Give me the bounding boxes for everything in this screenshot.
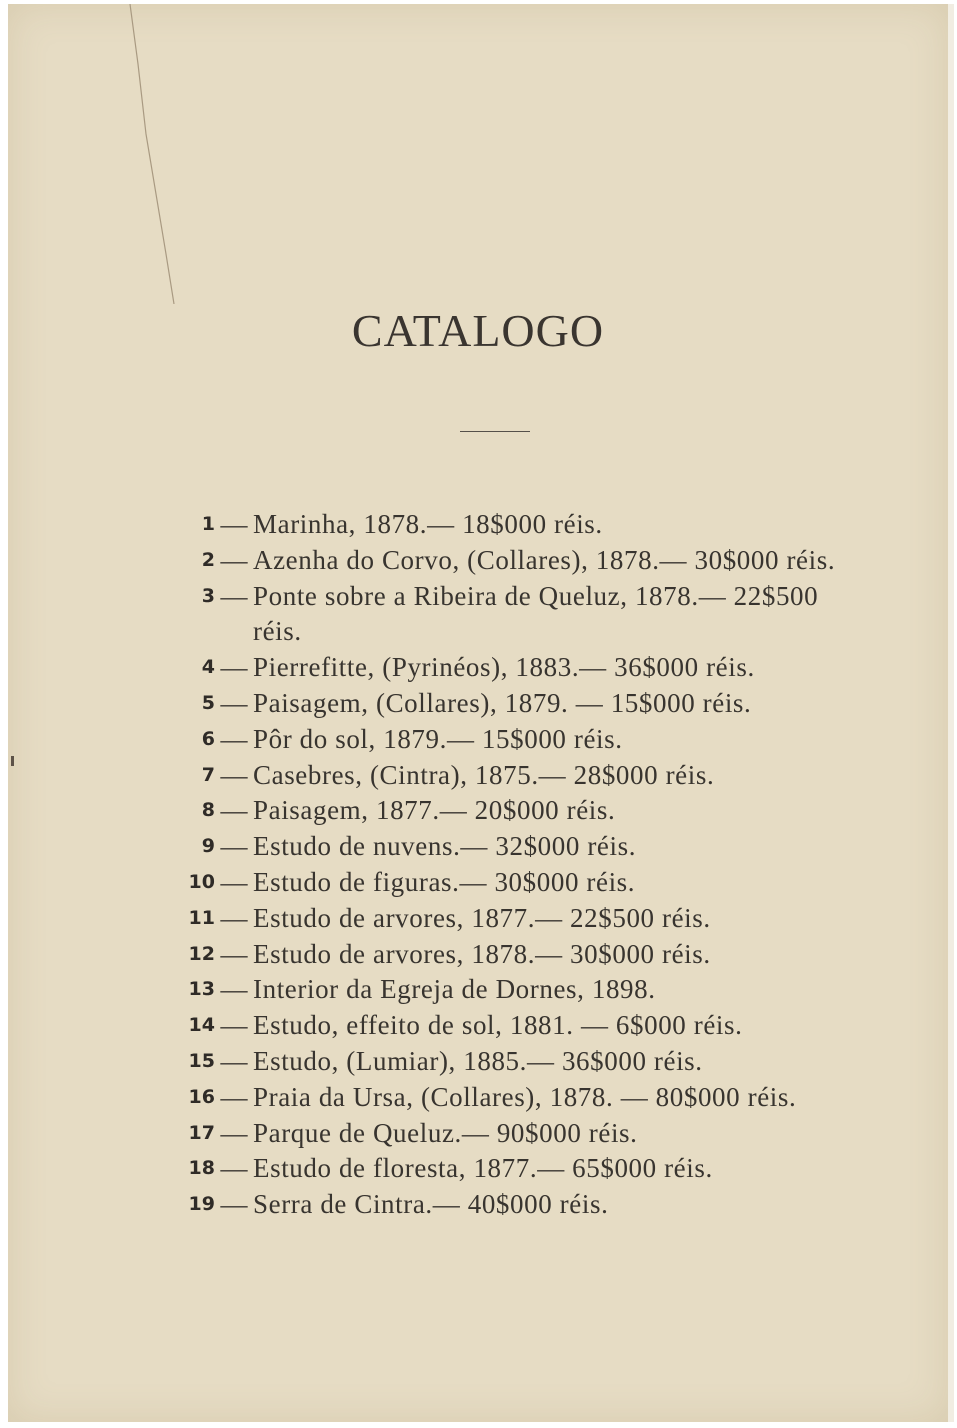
entry-number: 5: [201, 691, 215, 714]
entry-number: 13: [188, 978, 215, 1001]
entry-dash: —: [220, 1189, 248, 1220]
entry-dash: —: [220, 1153, 248, 1184]
entry-dash: —: [220, 509, 248, 539]
catalog-entry: [173, 972, 853, 1008]
entry-number: 18: [188, 1157, 215, 1180]
title-divider: [460, 431, 530, 432]
catalog-entry: [173, 1044, 853, 1080]
entry-text: Estudo de arvores, 1878.— 30$000 réis.: [253, 938, 711, 969]
entry-dash: —: [220, 759, 248, 790]
catalog-page: [8, 4, 954, 1422]
entry-text: Estudo de figuras.— 30$000 réis.: [253, 866, 636, 897]
paper-mark: [11, 756, 14, 766]
entry-dash: —: [220, 795, 248, 826]
entry-text: Estudo, (Lumiar), 1885.— 36$000 réis.: [253, 1045, 703, 1076]
entry-number: 1: [201, 513, 215, 535]
entry-text: Interior da Egreja de Dornes, 1898.: [253, 974, 656, 1005]
entry-dash: —: [220, 1045, 248, 1076]
entry-number: 16: [188, 1085, 215, 1108]
entry-dash: —: [220, 1010, 248, 1041]
page-title: CATALOGO: [351, 305, 605, 356]
entry-text: Estudo de arvores, 1877.— 22$500 réis.: [253, 902, 711, 933]
entry-text: Parque de Queluz.— 90$000 réis.: [253, 1117, 638, 1148]
catalog-entry: [173, 758, 853, 794]
entry-number: 3: [201, 584, 215, 607]
catalog-entry: [173, 722, 853, 758]
entry-text: Serra de Cintra.— 40$000 réis.: [253, 1189, 609, 1220]
entry-dash: —: [220, 1081, 248, 1112]
entry-text: Praia da Ursa, (Collares), 1878. — 80$000 réis.: [253, 1081, 797, 1112]
catalog-entry: [173, 829, 853, 865]
entry-dash: —: [220, 723, 248, 754]
catalog-entry: [173, 650, 853, 686]
entry-number: 19: [188, 1193, 215, 1216]
entry-number: 6: [201, 727, 215, 750]
entry-dash: —: [220, 902, 248, 933]
entry-text: Marinha, 1878.— 18$000 réis.: [253, 509, 603, 539]
catalog-entry: [173, 865, 853, 901]
entry-text: Ponte sobre a Ribeira de Queluz, 1878.— 22$500 réis.: [253, 580, 819, 647]
entry-number: 15: [188, 1049, 215, 1072]
entry-dash: —: [220, 938, 248, 969]
entry-number: 12: [188, 942, 215, 965]
entry-number: 11: [188, 906, 215, 929]
entry-dash: —: [220, 974, 248, 1005]
entry-text: Azenha do Corvo, (Collares), 1878.— 30$000 réis.: [253, 544, 836, 575]
entry-dash: —: [220, 580, 248, 611]
catalog-list: [173, 507, 853, 1223]
catalog-entry: [173, 1008, 853, 1044]
entry-dash: —: [220, 1117, 248, 1148]
entry-dash: —: [220, 652, 248, 683]
catalog-entry: [173, 1080, 853, 1116]
entry-number: 4: [201, 656, 215, 679]
catalog-entry: [173, 1151, 853, 1187]
entry-text: Estudo de floresta, 1877.— 65$000 réis.: [253, 1153, 713, 1184]
entry-text: Paisagem, (Collares), 1879. — 15$000 réis.: [253, 687, 752, 718]
catalog-entry: [173, 793, 853, 829]
entry-number: 2: [201, 548, 215, 571]
catalog-entry: [173, 686, 853, 722]
paper-crease: [126, 4, 186, 304]
entry-number: 17: [188, 1121, 215, 1144]
entry-dash: —: [220, 866, 248, 897]
entry-number: 8: [201, 799, 215, 822]
catalog-entry: [173, 507, 853, 543]
entry-number: 10: [188, 870, 215, 893]
entry-number: 9: [201, 835, 215, 858]
entry-text: Estudo, effeito de sol, 1881. — 6$000 réis.: [253, 1010, 743, 1041]
entry-dash: —: [220, 687, 248, 718]
catalog-entry: [173, 901, 853, 937]
entry-text: Paisagem, 1877.— 20$000 réis.: [253, 795, 616, 826]
entry-dash: —: [220, 544, 248, 575]
catalog-entry: [173, 1187, 853, 1223]
entry-text: Estudo de nuvens.— 32$000 réis.: [253, 831, 637, 862]
entry-text: Casebres, (Cintra), 1875.— 28$000 réis.: [253, 759, 715, 790]
catalog-entry: [173, 1116, 853, 1152]
catalog-entry: [173, 579, 853, 651]
entry-number: 7: [201, 763, 215, 786]
catalog-entry: [173, 937, 853, 973]
catalog-entry: [173, 543, 853, 579]
entry-number: 14: [188, 1014, 215, 1037]
entry-dash: —: [220, 831, 248, 862]
entry-text: Pierrefitte, (Pyrinéos), 1883.— 36$000 réis.: [253, 652, 755, 683]
entry-text: Pôr do sol, 1879.— 15$000 réis.: [253, 723, 623, 754]
